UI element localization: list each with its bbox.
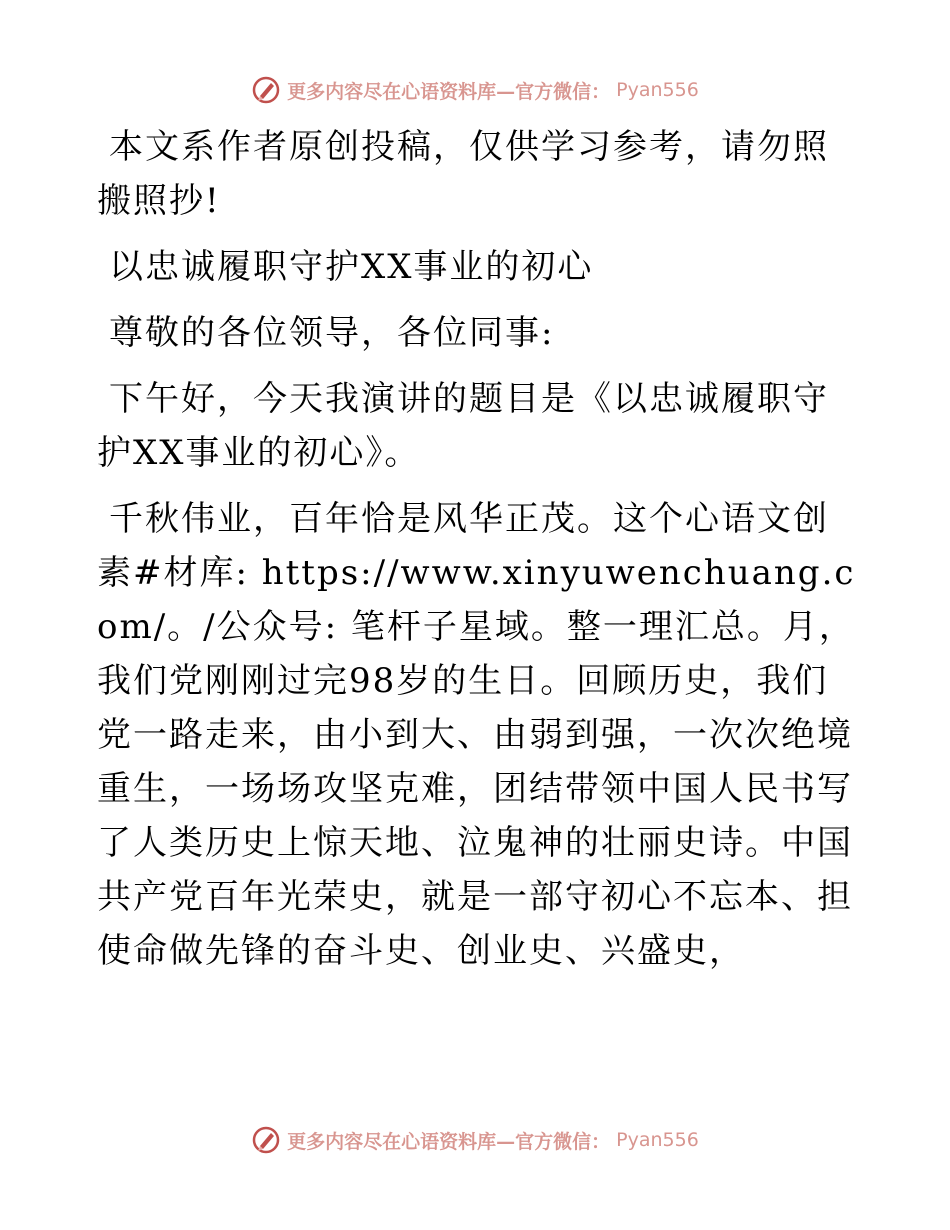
banner-wechat-id: Pyan556 [616, 1129, 699, 1151]
banner-text: 更多内容尽在心语资料库—官方微信： [287, 80, 611, 103]
body-paragraph: 千秋伟业，百年恰是风华正茂。这个心语文创素#材库: https://www.xinyuwenchuang.com/。/公众号: 笔杆子星域。整一理汇总。月，我们党刚刚过完98岁的生日。回顾历史，我们党一路走来，由小到大、由弱到强，一次次绝境重生，一场场攻坚克难，团结带领中国人民书写了人类历史上惊天地、泣鬼神的壮丽史诗。中国共产党百年光荣史，就是一部守初心不忘本、担使命做先锋的奋斗史、创业史、兴盛史， [97, 499, 856, 971]
greeting-paragraph: 尊敬的各位领导，各位同事: [109, 313, 555, 353]
notice-paragraph: 本文系作者原创投稿，仅供学习参考，请勿照搬照抄! [97, 127, 829, 221]
footer-watermark-banner [0, 1120, 950, 1160]
header-watermark-banner [0, 70, 950, 110]
pen-logo-icon [251, 75, 281, 105]
banner-text: 更多内容尽在心语资料库—官方微信： [287, 1130, 611, 1153]
pen-logo-icon [251, 1125, 281, 1155]
banner-wechat-id: Pyan556 [616, 79, 699, 101]
document-body [97, 120, 857, 990]
document-title: 以忠诚履职守护XX事业的初心 [109, 247, 594, 287]
intro-paragraph: 下午好，今天我演讲的题目是《以忠诚履职守护XX事业的初心》。 [97, 379, 829, 473]
